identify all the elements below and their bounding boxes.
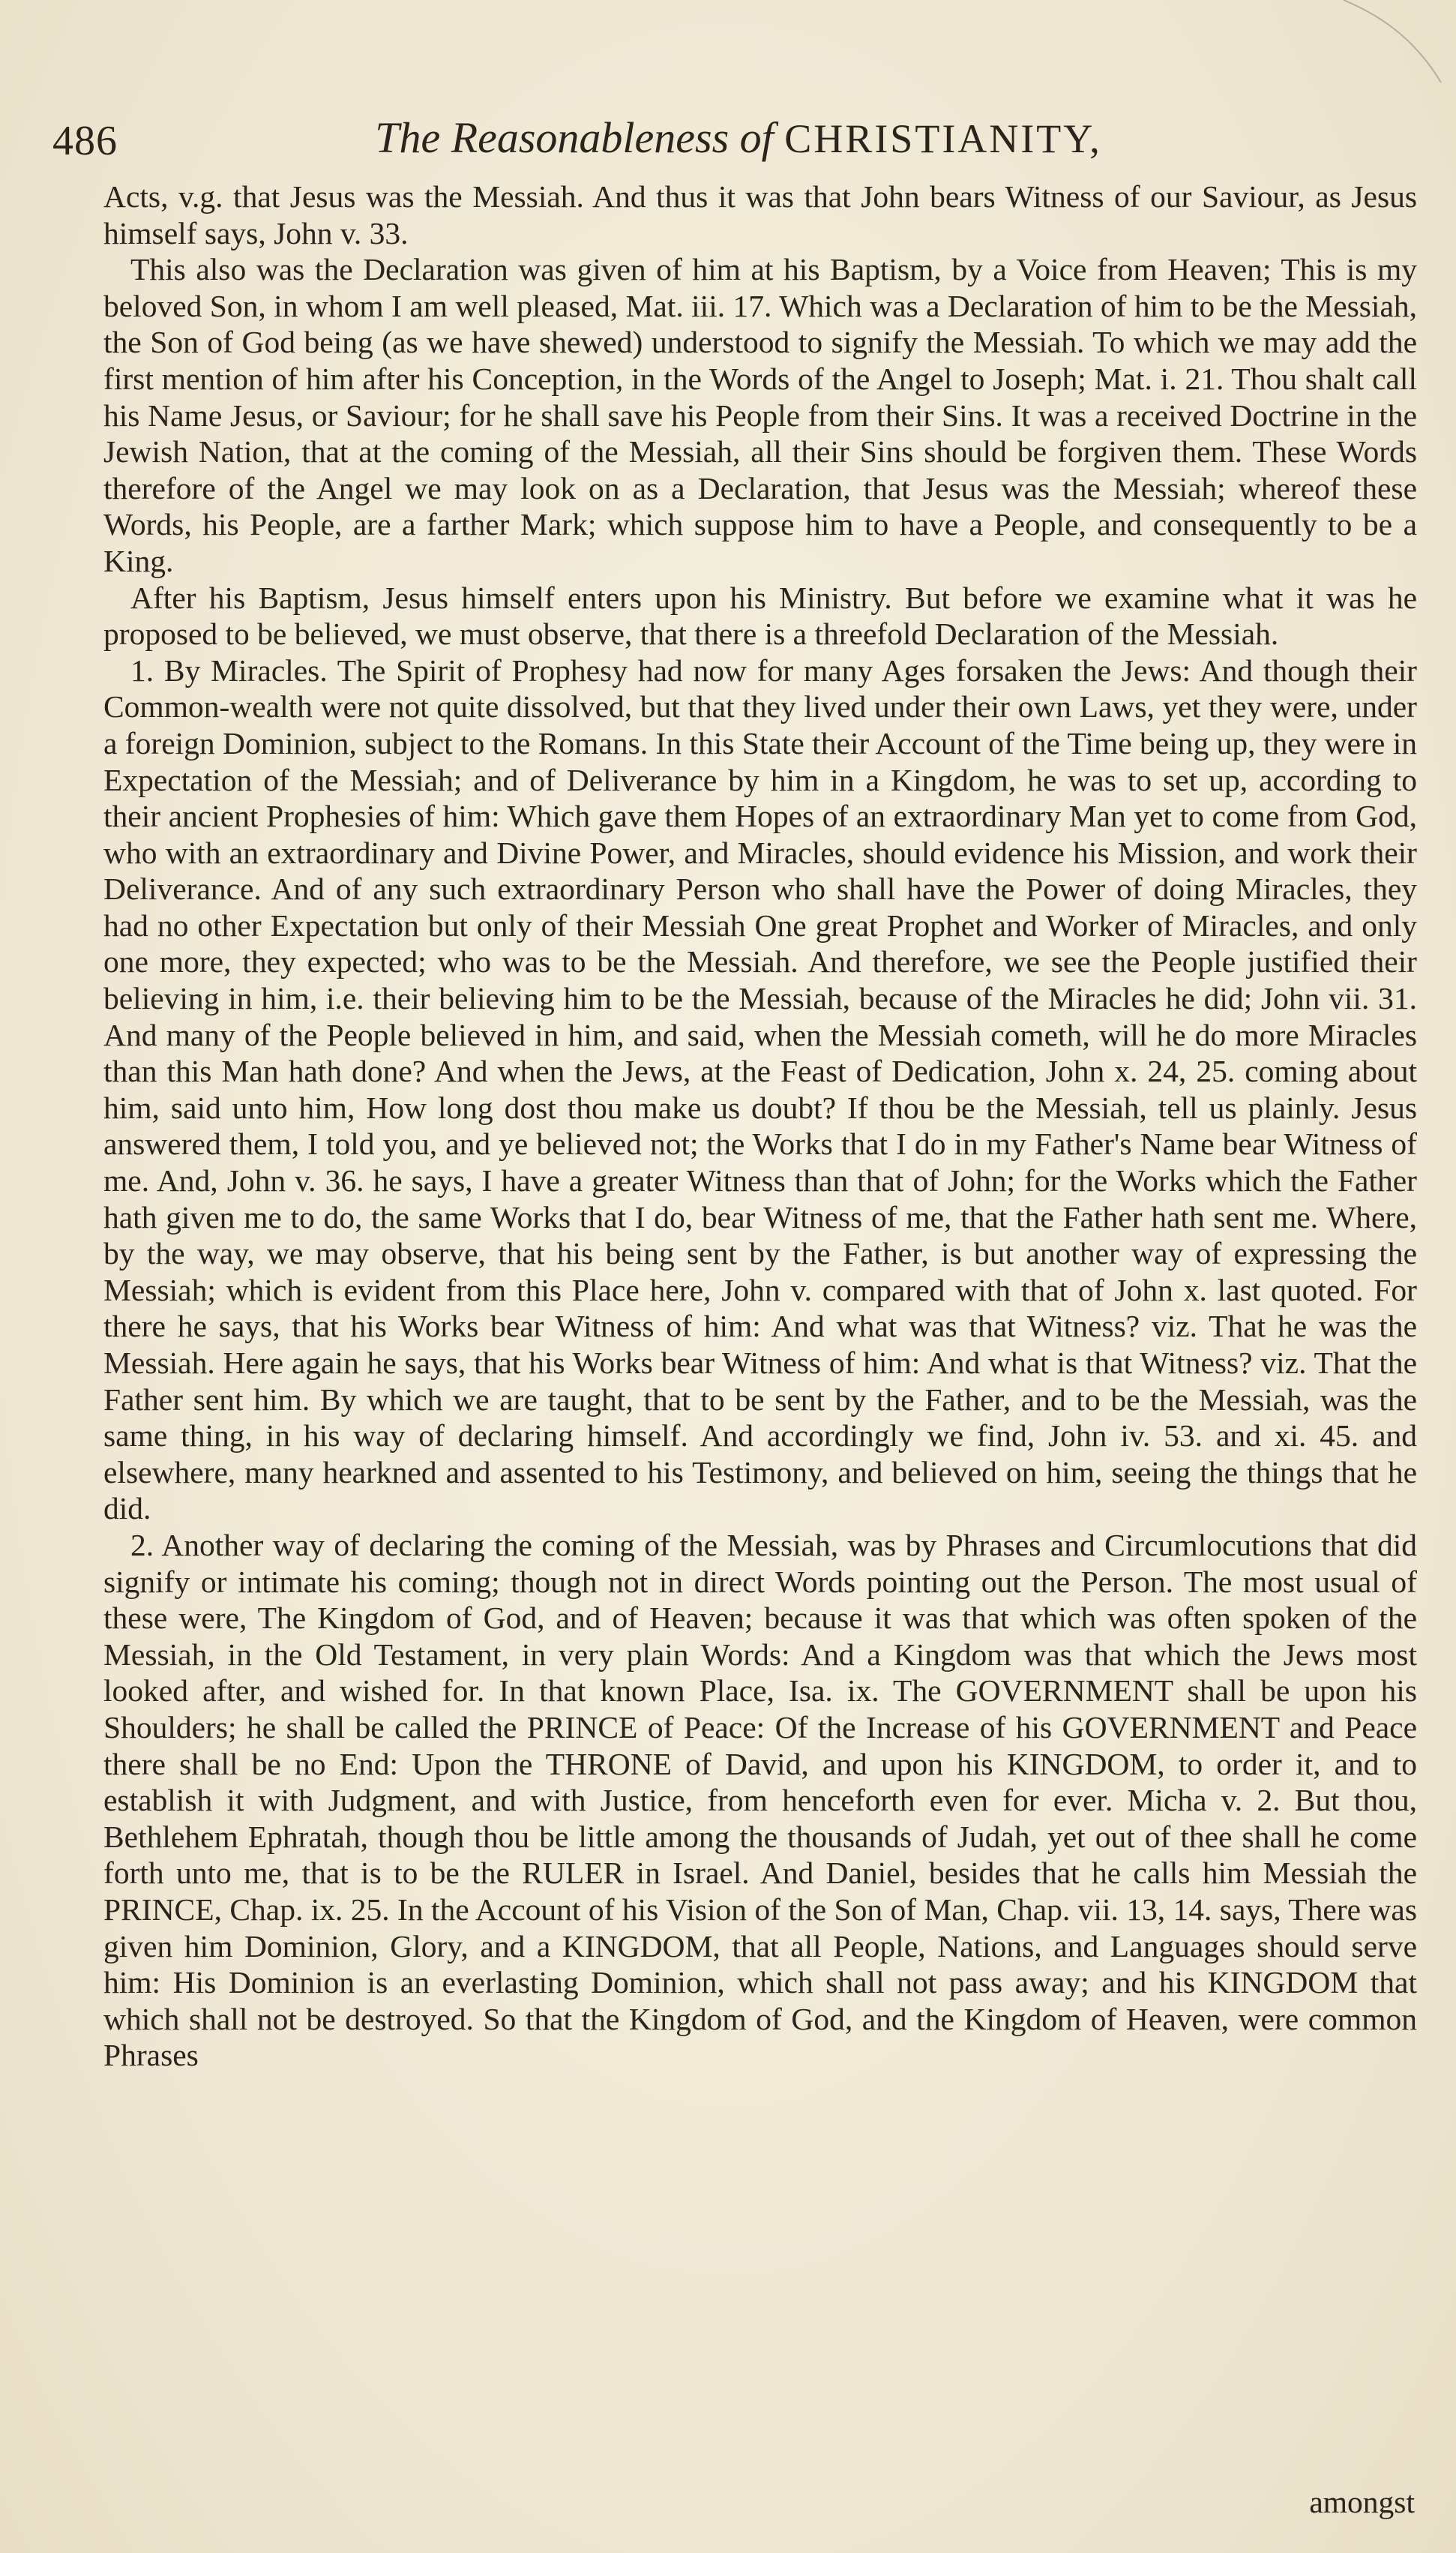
paragraph: 1. By Miracles. The Spirit of Prophesy had now for many Ages forsaken the Jews: And though their Common-wealth were not quite dissolved, but that they lived under their own Laws, yet they were, under a foreign Dominion, subject to the Romans. In this State their Account of the Time being up, they were in Expectation of the Messiah; and of Deliverance by him in a Kingdom, he was to set up, according to their ancient Prophesies of him: Which gave them Hopes of an extraordinary Man yet to come from God, who with an extraordinary and Divine Power, and Miracles, should evidence his Mission, and work their Deliverance. And of any such extraordinary Person who shall have the Power of doing Miracles, they had no other Expectation but only of their Messiah One great Prophet and Worker of Miracles, and only one more, they expected; who was to be the Messiah. And therefore, we see the People justified their believing in him, i.e. their believing him to be the Messiah, because of the Miracles he did; John vii. 31. And many of the People believed in him, and said, when the Messiah cometh, will he do more Miracles than this Man hath done? And when the Jews, at the Feast of Dedication, John x. 24, 25. coming about him, said unto him, How long dost thou make us doubt? If thou be the Messiah, tell us plainly. Jesus answered them, I told you, and ye believed not; the Works that I do in my Father's Name bear Witness of me. And, John v. 36. he says, I have a greater Witness than that of John; for the Works which the Father hath given me to do, the same Works that I do, bear Witness of me, that the Father hath sent me. Where, by the way, we may observe, that his being sent by the Father, is but another way of expressing the Messiah; which is evident from this Place here, John v. compared with that of John x. last quoted. For there he says, that his Works bear Witness of him: And what was that Witness? viz. That he was the Messiah. Here again he says, that his Works bear Witness of him: And what is that Witness? viz. That the Father sent him. By which we are taught, that to be sent by the Father, and to be the Messiah, was the same thing, in his way of declaring himself. And accordingly we find, John iv. 53. and xi. 45. and elsewhere, many hearkned and assented to his Testimony, and believed on him, seeing the things that he did.: [103, 652, 1417, 1526]
page-corner-curve: [1231, 0, 1456, 90]
running-title-italic: The Reasonableness of: [375, 113, 774, 162]
running-title-caps: CHRISTIANITY,: [784, 116, 1102, 161]
paragraph: After his Baptism, Jesus himself enters upon his Ministry. But before we examine what it was he proposed to be believed, we must observe, that there is a threefold Declaration of the Messiah.: [103, 580, 1417, 652]
running-title: [52, 112, 1425, 163]
page-number: 486: [52, 118, 118, 164]
paragraph: Acts, v.g. that Jesus was the Messiah. And thus it was that John bears Witness of our Saviour, as Jesus himself says, John v. 33.: [103, 179, 1417, 250]
catchword: amongst: [1309, 2485, 1415, 2519]
running-header: [52, 112, 1425, 180]
body-text: [103, 178, 1417, 2074]
paragraph: This also was the Declaration was given of him at his Baptism, by a Voice from Heaven; This is my beloved Son, in whom I am well pleased, Mat. iii. 17. Which was a Declaration of him to be the Messiah, the Son of God being (as we have shewed) understood to signify the Messiah. To which we may add the first mention of him after his Conception, in the Words of the Angel to Joseph; Mat. i. 21. Thou shalt call his Name Jesus, or Saviour; for he shall save his People from their Sins. It was a received Doctrine in the Jewish Nation, that at the coming of the Messiah, all their Sins should be forgiven them. These Words therefore of the Angel we may look on as a Declaration, that Jesus was the Messiah; whereof these Words, his People, are a farther Mark; which suppose him to have a People, and consequently to be a King.: [103, 252, 1417, 578]
paragraph: 2. Another way of declaring the coming of the Messiah, was by Phrases and Circumlocutions that did signify or intimate his coming; though not in direct Words pointing out the Person. The most usual of these were, The Kingdom of God, and of Heaven; because it was that which was often spoken of the Messiah, in the Old Testament, in very plain Words: And a Kingdom was that which the Jews most looked after, and wished for. In that known Place, Isa. ix. The GOVERNMENT shall be upon his Shoulders; he shall be called the PRINCE of Peace: Of the Increase of his GOVERNMENT and Peace there shall be no End: Upon the THRONE of David, and upon his KINGDOM, to order it, and to establish it with Judgment, and with Justice, from henceforth even for ever. Micha v. 2. But thou, Bethlehem Ephratah, though thou be little among the thousands of Judah, yet out of thee shall he come forth unto me, that is to be the RULER in Israel. And Daniel, besides that he calls him Messiah the PRINCE, Chap. ix. 25. In the Account of his Vision of the Son of Man, Chap. vii. 13, 14. says, There was given him Dominion, Glory, and a KINGDOM, that all People, Nations, and Languages should serve him: His Dominion is an everlasting Dominion, which shall not pass away; and his KINGDOM that which shall not be destroyed. So that the Kingdom of God, and the Kingdom of Heaven, were common Phrases: [103, 1527, 1417, 2073]
